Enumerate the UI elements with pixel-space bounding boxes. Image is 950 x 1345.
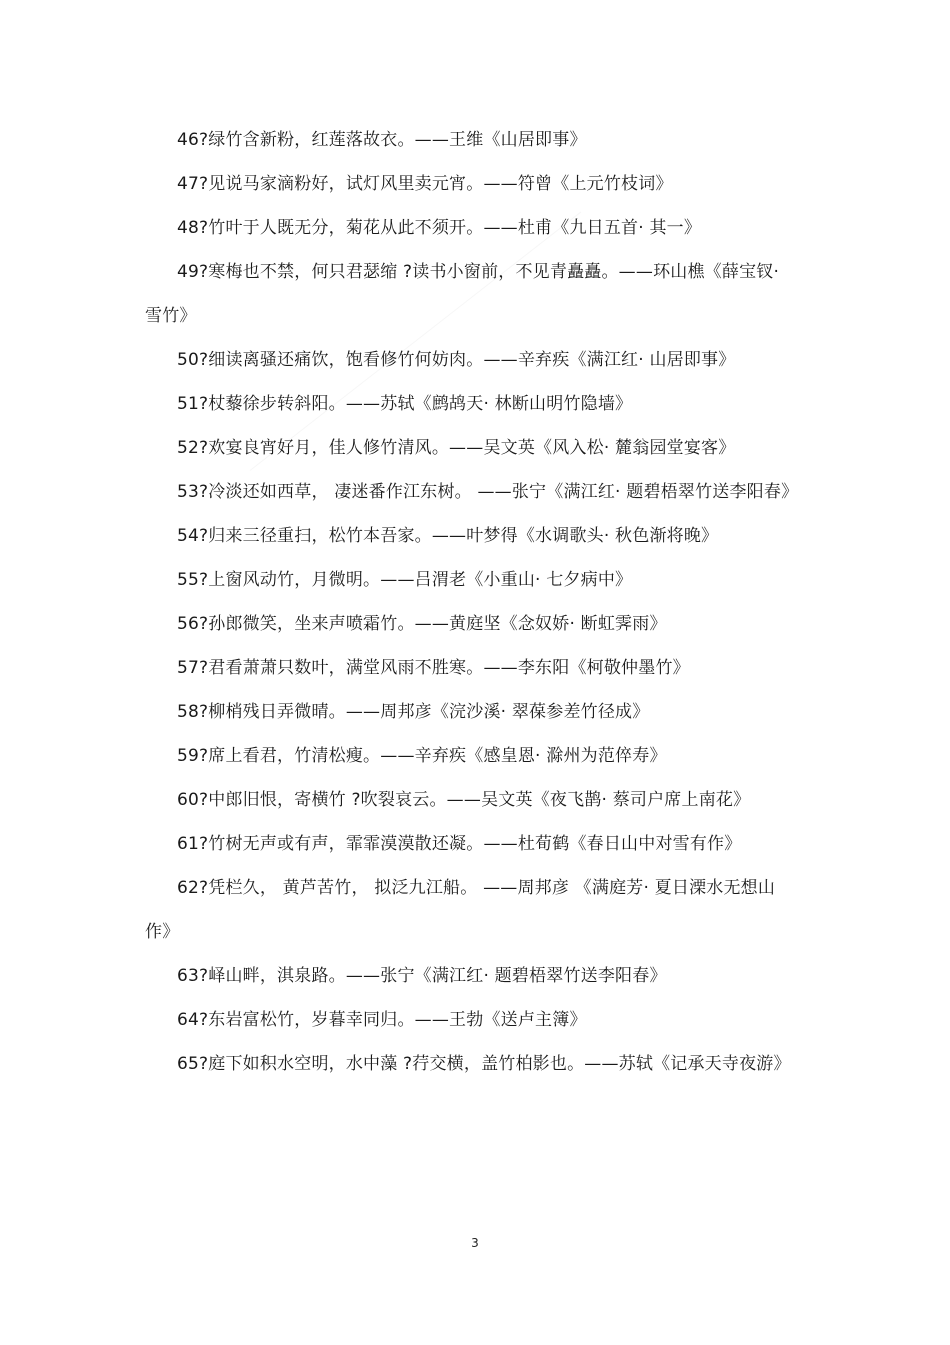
poem-list	[145, 118, 799, 1086]
poem-entry-54: 54?归来三径重扫，松竹本吾家。——叶梦得《水调歌头· 秋色渐将晚》	[177, 526, 719, 546]
poem-entry-60: 60?中郎旧恨，寄横竹 ?吹裂哀云。——吴文英《夜飞鹊· 蔡司户席上南花》	[177, 790, 751, 810]
poem-entry-49: 49?寒梅也不禁，何只君瑟缩 ?读书小窗前，不见青矗矗。——环山樵《薛宝钗· 雪竹》	[145, 262, 780, 326]
poem-entry-46: 46?绿竹含新粉，红莲落故衣。——王维《山居即事》	[177, 130, 587, 150]
poem-entry-48: 48?竹叶于人既无分，菊花从此不须开。——杜甫《九日五首· 其一》	[177, 218, 702, 238]
poem-entry-61: 61?竹树无声或有声，霏霏漠漠散还凝。——杜荀鹤《春日山中对雪有作》	[177, 834, 742, 854]
poem-entry-56: 56?孙郎微笑，坐来声喷霜竹。——黄庭坚《念奴娇· 断虹霁雨》	[177, 614, 667, 634]
poem-entry-47: 47?见说马家滴粉好，试灯风里卖元宵。——符曾《上元竹枝词》	[177, 174, 673, 194]
page-number: 3	[471, 1236, 479, 1250]
poem-entry-55: 55?上窗风动竹，月微明。——吕渭老《小重山· 七夕病中》	[177, 570, 633, 590]
poem-entry-52: 52?欢宴良宵好月，佳人修竹清风。——吴文英《风入松· 麓翁园堂宴客》	[177, 438, 736, 458]
poem-entry-62: 62?凭栏久， 黄芦苦竹， 拟泛九江船。 ——周邦彦 《满庭芳· 夏日溧水无想山作》	[145, 878, 776, 942]
poem-entry-63: 63?峄山畔，淇泉路。——张宁《满江红· 题碧梧翠竹送李阳春》	[177, 966, 667, 986]
poem-entry-57: 57?君看萧萧只数叶，满堂风雨不胜寒。——李东阳《柯敬仲墨竹》	[177, 658, 690, 678]
poem-entry-59: 59?席上看君，竹清松瘦。——辛弃疾《感皇恩· 滁州为范倅寿》	[177, 746, 667, 766]
poem-entry-58: 58?柳梢残日弄微晴。——周邦彦《浣沙溪· 翠葆参差竹径成》	[177, 702, 650, 722]
poem-entry-53: 53?冷淡还如西草， 凄迷番作江东树。 ——张宁《满江红· 题碧梧翠竹送李阳春》	[177, 482, 799, 502]
poem-entry-65: 65?庭下如积水空明，水中藻 ?荇交横，盖竹柏影也。——苏轼《记承天寺夜游》	[177, 1054, 791, 1074]
poem-entry-51: 51?杖藜徐步转斜阳。——苏轼《鹧鸪天· 林断山明竹隐墙》	[177, 394, 633, 414]
poem-entry-50: 50?细读离骚还痛饮，饱看修竹何妨肉。——辛弃疾《满江红· 山居即事》	[177, 350, 736, 370]
poem-entry-64: 64?东岩富松竹，岁暮幸同归。——王勃《送卢主簿》	[177, 1010, 587, 1030]
